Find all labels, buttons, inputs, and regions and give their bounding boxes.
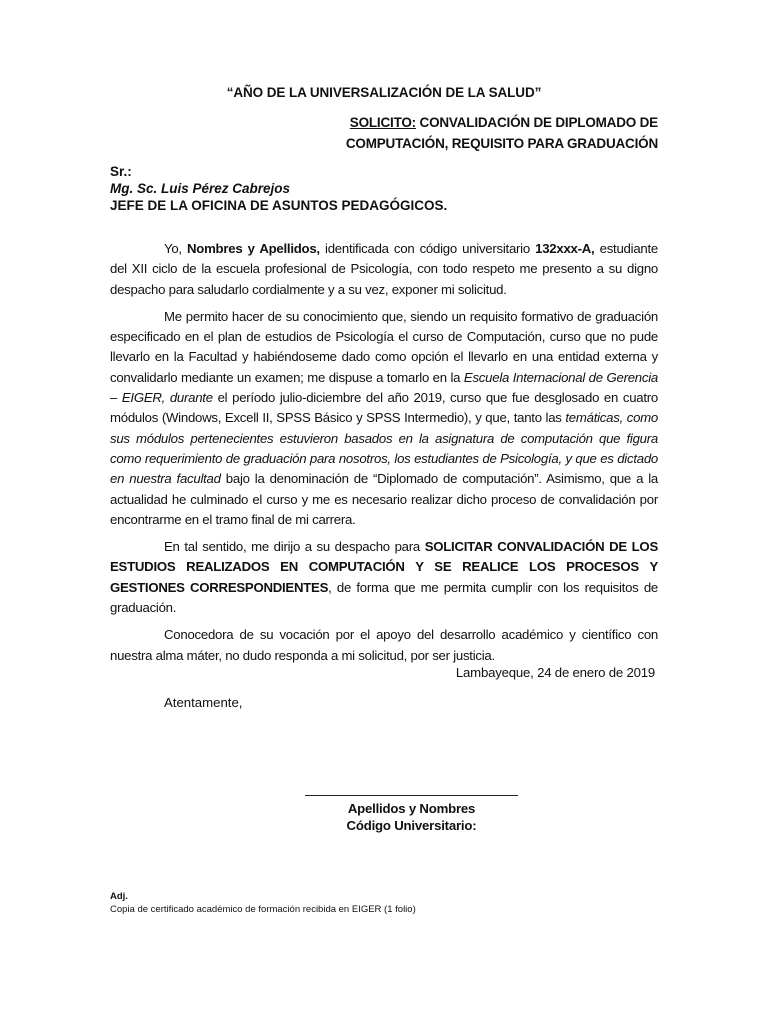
- solicito-line-1: CONVALIDACIÓN DE DIPLOMADO DE: [415, 115, 658, 130]
- solicito-line-2: COMPUTACIÓN, REQUISITO PARA GRADUACIÓN: [345, 136, 658, 151]
- attachment-block: [110, 890, 416, 916]
- recipient-office: JEFE DE LA OFICINA DE ASUNTOS PEDAGÓGICOS.: [110, 198, 448, 213]
- attachment-label: Adj.: [110, 891, 128, 902]
- letter-date: Lambayeque, 24 de enero de 2019: [455, 665, 655, 680]
- p3-text-1: En tal sentido, me dirijo a su despacho para: [164, 539, 425, 555]
- signature-name: Apellidos y Nombres: [347, 801, 476, 816]
- paragraph-3: [110, 537, 658, 618]
- signature-code: Código Universitario:: [346, 818, 477, 833]
- p2-text-2: el período julio-diciembre del año 2019, curso que fue desglosado en cuatro módulos (Windows, Excell II, SPSS Básico y SPSS Intermedio), y que, tanto las: [110, 390, 659, 426]
- p1-student-code: 132xxx-A,: [535, 241, 595, 256]
- closing: Atentamente,: [164, 695, 243, 710]
- letter-body: [110, 239, 658, 673]
- p1-text-1: Yo,: [164, 241, 187, 256]
- p3-request-bold: SOLICITAR CONVALIDACIÓN DE LOS ESTUDIOS REALIZADOS EN COMPUTACIÓN Y SE REALICE LOS PROCESOS Y GESTIONES CORRESPONDIENTES: [110, 539, 658, 595]
- attachment-text: Copia de certificado académico de formación recibida en EIGER (1 folio): [110, 904, 416, 915]
- year-heading: “AÑO DE LA UNIVERSALIZACIÓN DE LA SALUD”: [226, 85, 542, 100]
- paragraph-2: [110, 307, 658, 530]
- p2-italic-2: temáticas, como sus módulos pertenecientes estuvieron basados en la asignatura de computación que figura como requerimiento de graduación para nosotros, los estudiantes de Psicología, y que es dictado en nuestra facultad: [110, 410, 658, 487]
- solicito-block: [338, 112, 658, 154]
- solicito-label: SOLICITO:: [349, 115, 416, 130]
- paragraph-1: [110, 239, 658, 300]
- p2-text-1: Me permito hacer de su conocimiento que, siendo un requisito formativo de graduación especificado en el plan de estudios de Psicología el curso de Computación, curso que no pude llevarlo en la Facultad y habiéndoseme dado como opción el llevarlo en una entidad externa y convalidarlo mediante un examen; me dispuse a tomarlo en la: [110, 308, 658, 385]
- signature-line: [305, 795, 518, 796]
- p1-text-2: identificada con código universitario: [319, 241, 536, 256]
- salutation: Sr.:: [110, 164, 132, 179]
- p3-text-2: , de forma que me permita cumplir con los requisitos de graduación.: [110, 579, 658, 616]
- paragraph-4: Conocedora de su vocación por el apoyo del desarrollo académico y científico con nuestra alma máter, no dudo responda a mi solicitud, por ser justicia.: [110, 627, 658, 663]
- p2-italic-1: Escuela Internacional de Gerencia – EIGER, durante: [110, 369, 658, 406]
- p1-text-3: estudiante del XII ciclo de la escuela profesional de Psicología, con todo respeto me presento a su digno despacho para saludarlo cordialmente y a su vez, exponer mi solicitud.: [110, 241, 658, 297]
- recipient-name: Mg. Sc. Luis Pérez Cabrejos: [110, 181, 291, 196]
- signature-block: [305, 800, 518, 834]
- p2-text-3: bajo la denominación de “Diplomado de computación”. Asimismo, que a la actualidad he culminado el curso y me es necesario realizar dicho proceso de convalidación por encontrarme en el tramo final de mi carrera.: [110, 471, 658, 527]
- recipient-block: [110, 163, 447, 214]
- p1-student-name: Nombres y Apellidos,: [187, 241, 320, 256]
